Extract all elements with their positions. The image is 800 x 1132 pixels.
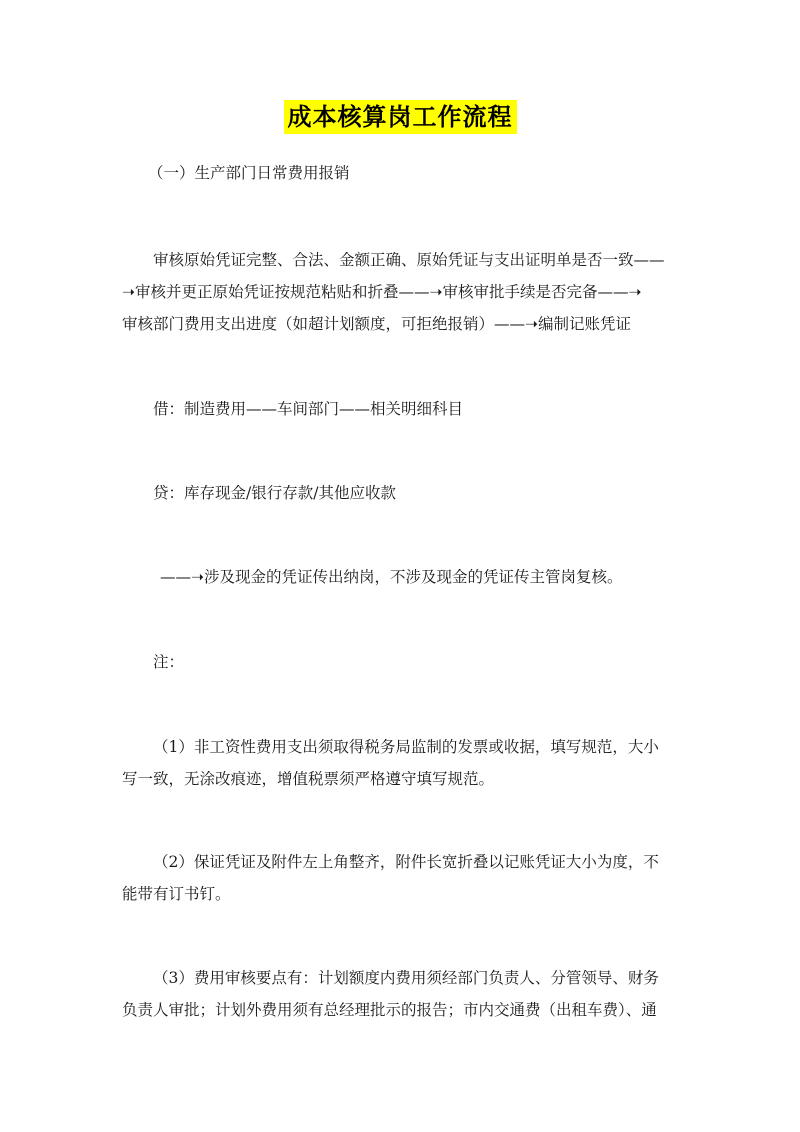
note-item bbox=[122, 731, 682, 795]
section-heading: （一）生产部门日常费用报销 bbox=[148, 164, 350, 182]
note-label: 注： bbox=[153, 653, 185, 671]
transfer-note: ——➝涉及现金的凭证传出纳岗，不涉及现金的凭证传主管岗复核。 bbox=[160, 568, 623, 586]
note-line: 能带有订书钉。 bbox=[122, 885, 231, 903]
title-container bbox=[0, 100, 800, 134]
note-line: 写一致，无涂改痕迹，增值税票须严格遵守填写规范。 bbox=[122, 770, 495, 788]
note-item bbox=[122, 962, 682, 1026]
flow-line: 审核部门费用支出进度（如超计划额度，可拒绝报销）——➝编制记账凭证 bbox=[122, 315, 631, 333]
document-title: 成本核算岗工作流程 bbox=[284, 100, 517, 134]
note-line: （2）保证凭证及附件左上角整齐，附件长宽折叠以记账凭证大小为度，不 bbox=[153, 853, 659, 871]
flow-line: ➝审核并更正原始凭证按规范粘贴和折叠——➝审核审批手续是否完备——➝ bbox=[122, 283, 642, 301]
note-line: （1）非工资性费用支出须取得税务局监制的发票或收据，填写规范，大小 bbox=[153, 738, 659, 756]
credit-entry: 贷：库存现金/银行存款/其他应收款 bbox=[153, 484, 396, 502]
debit-entry: 借：制造费用——车间部门——相关明细科目 bbox=[153, 400, 464, 418]
flow-line: 审核原始凭证完整、合法、金额正确、原始凭证与支出证明单是否一致—— bbox=[153, 251, 665, 269]
note-line: （3）费用审核要点有：计划额度内费用须经部门负责人、分管领导、财务 bbox=[153, 969, 659, 987]
flow-paragraph bbox=[122, 244, 682, 340]
note-line: 负责人审批；计划外费用须有总经理批示的报告；市内交通费（出租车费）、通 bbox=[122, 1001, 657, 1019]
note-item bbox=[122, 846, 682, 910]
